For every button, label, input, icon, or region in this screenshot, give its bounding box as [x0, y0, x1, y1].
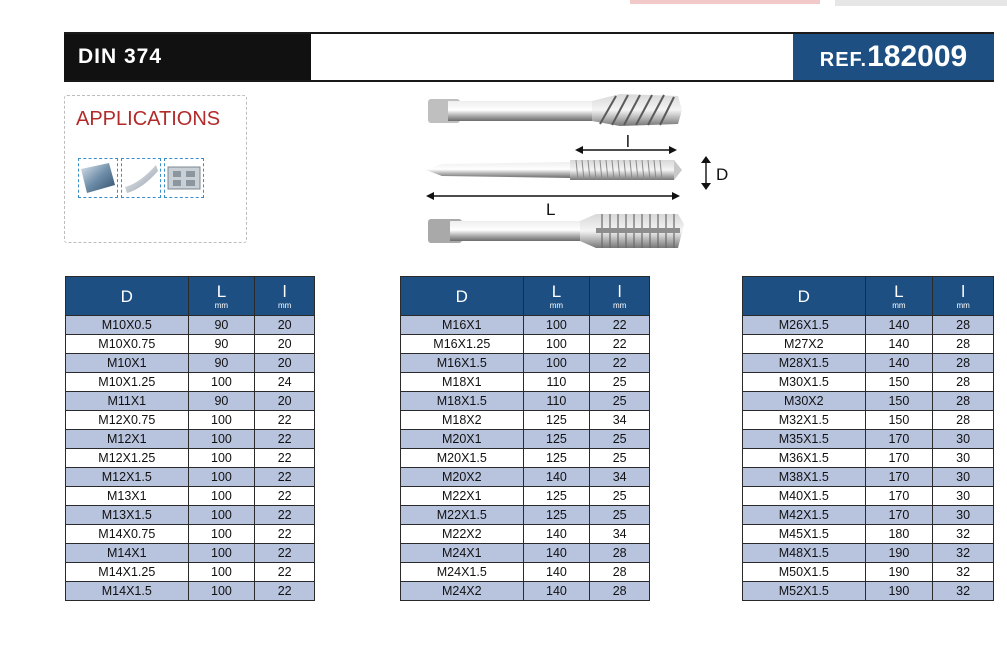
reference-number: 182009 — [867, 40, 968, 73]
cell-thread-size: M12X0.75 — [66, 411, 189, 430]
cell-thread-size: M24X2 — [401, 582, 524, 601]
straight-flute-tap — [428, 214, 684, 248]
table-row — [401, 582, 650, 601]
cell-thread-length: 30 — [933, 449, 994, 468]
table-row — [743, 563, 994, 582]
cell-thread-length: 20 — [255, 354, 315, 373]
cell-total-length: 90 — [188, 316, 255, 335]
cell-thread-length: 28 — [933, 316, 994, 335]
cell-total-length: 140 — [523, 582, 590, 601]
cell-thread-size: M18X1 — [401, 373, 524, 392]
cell-total-length: 100 — [188, 373, 255, 392]
cell-thread-length: 22 — [255, 430, 315, 449]
table-row — [401, 392, 650, 411]
applications-title: APPLICATIONS — [76, 108, 221, 130]
cell-thread-length: 25 — [590, 487, 650, 506]
table-row — [401, 525, 650, 544]
cell-thread-length: 22 — [255, 544, 315, 563]
table-row — [743, 373, 994, 392]
cell-thread-size: M38X1.5 — [743, 468, 866, 487]
cell-total-length: 150 — [865, 392, 933, 411]
cell-thread-length: 30 — [933, 506, 994, 525]
cell-thread-size: M16X1 — [401, 316, 524, 335]
cell-thread-length: 30 — [933, 487, 994, 506]
cell-total-length: 125 — [523, 506, 590, 525]
applications-panel — [64, 95, 247, 243]
cell-total-length: 100 — [188, 430, 255, 449]
column-header-L: L mm — [523, 277, 590, 316]
cell-thread-length: 20 — [255, 316, 315, 335]
cell-thread-size: M26X1.5 — [743, 316, 866, 335]
column-header-d: D — [66, 277, 189, 316]
cell-total-length: 100 — [188, 582, 255, 601]
cell-thread-length: 34 — [590, 411, 650, 430]
cell-total-length: 110 — [523, 392, 590, 411]
cell-thread-size: M22X1.5 — [401, 506, 524, 525]
table-row — [743, 506, 994, 525]
cell-total-length: 140 — [865, 335, 933, 354]
table-row — [66, 411, 315, 430]
cell-total-length: 190 — [865, 582, 933, 601]
table-row — [743, 411, 994, 430]
cell-total-length: 100 — [523, 316, 590, 335]
table-row — [743, 468, 994, 487]
cell-thread-size: M20X1.5 — [401, 449, 524, 468]
table-row — [743, 449, 994, 468]
cell-thread-length: 22 — [255, 468, 315, 487]
table-row — [401, 316, 650, 335]
table-row — [401, 354, 650, 373]
dimension-label-l: l — [626, 132, 630, 151]
cell-total-length: 170 — [865, 487, 933, 506]
table-row — [66, 316, 315, 335]
table-row — [401, 335, 650, 354]
cell-thread-size: M16X1.25 — [401, 335, 524, 354]
cell-thread-length: 25 — [590, 430, 650, 449]
reference-badge — [793, 34, 994, 80]
aluminium-profile-icon — [164, 158, 204, 198]
cell-total-length: 100 — [188, 563, 255, 582]
spec-table-3 — [742, 276, 994, 601]
table-row — [743, 316, 994, 335]
cell-thread-length: 22 — [590, 354, 650, 373]
cell-total-length: 100 — [188, 411, 255, 430]
cell-thread-size: M12X1.25 — [66, 449, 189, 468]
cell-thread-size: M13X1 — [66, 487, 189, 506]
table-header-row — [66, 277, 315, 316]
table-row — [401, 373, 650, 392]
cell-total-length: 140 — [523, 525, 590, 544]
cell-thread-size: M10X1.25 — [66, 373, 189, 392]
table-row — [401, 563, 650, 582]
cell-thread-length: 22 — [590, 335, 650, 354]
table-row — [401, 449, 650, 468]
column-header-d: D — [401, 277, 524, 316]
cell-total-length: 125 — [523, 487, 590, 506]
column-header-l: l mm — [590, 277, 650, 316]
cell-thread-length: 28 — [933, 392, 994, 411]
cell-total-length: 100 — [188, 506, 255, 525]
page-title: DIN 374 — [64, 34, 311, 80]
cell-thread-length: 30 — [933, 468, 994, 487]
cell-total-length: 125 — [523, 449, 590, 468]
cell-thread-length: 22 — [255, 582, 315, 601]
table-row — [743, 354, 994, 373]
header-rule-bottom — [64, 80, 994, 82]
cell-thread-length: 28 — [933, 354, 994, 373]
sheet-metal-icon — [121, 158, 161, 198]
cell-thread-length: 20 — [255, 335, 315, 354]
cell-thread-size: M20X2 — [401, 468, 524, 487]
table-row — [66, 392, 315, 411]
table-row — [401, 506, 650, 525]
table-header-row — [401, 277, 650, 316]
cell-thread-size: M14X1.5 — [66, 582, 189, 601]
table-row — [66, 506, 315, 525]
table-row — [401, 430, 650, 449]
cell-total-length: 140 — [523, 563, 590, 582]
cell-total-length: 170 — [865, 430, 933, 449]
top-decoration — [630, 0, 820, 4]
cell-thread-length: 22 — [255, 449, 315, 468]
table-row — [66, 468, 315, 487]
cell-thread-size: M22X2 — [401, 525, 524, 544]
cell-total-length: 100 — [188, 487, 255, 506]
cell-thread-length: 22 — [255, 563, 315, 582]
cell-total-length: 90 — [188, 392, 255, 411]
cell-total-length: 100 — [523, 354, 590, 373]
cell-thread-size: M24X1 — [401, 544, 524, 563]
cell-thread-length: 25 — [590, 449, 650, 468]
table-row — [66, 525, 315, 544]
cell-thread-length: 25 — [590, 392, 650, 411]
table-row — [66, 373, 315, 392]
cell-total-length: 110 — [523, 373, 590, 392]
cell-thread-size: M13X1.5 — [66, 506, 189, 525]
table-row — [743, 430, 994, 449]
cell-thread-size: M12X1 — [66, 430, 189, 449]
spec-table-2 — [400, 276, 650, 601]
cell-thread-length: 22 — [590, 316, 650, 335]
column-header-l: l mm — [255, 277, 315, 316]
cell-thread-length: 28 — [933, 411, 994, 430]
table-row — [743, 525, 994, 544]
cell-thread-length: 22 — [255, 411, 315, 430]
cell-thread-size: M12X1.5 — [66, 468, 189, 487]
table-header-row — [743, 277, 994, 316]
table-row — [66, 335, 315, 354]
cell-thread-size: M36X1.5 — [743, 449, 866, 468]
cell-thread-size: M14X1 — [66, 544, 189, 563]
cell-total-length: 180 — [865, 525, 933, 544]
cell-thread-size: M18X2 — [401, 411, 524, 430]
column-header-L: L mm — [188, 277, 255, 316]
cell-thread-size: M10X1 — [66, 354, 189, 373]
table-row — [66, 563, 315, 582]
table-row — [66, 544, 315, 563]
cell-thread-size: M14X0.75 — [66, 525, 189, 544]
cell-total-length: 140 — [865, 354, 933, 373]
table-row — [743, 487, 994, 506]
cell-total-length: 100 — [188, 544, 255, 563]
table-row — [401, 487, 650, 506]
spiral-tap — [428, 94, 682, 126]
cell-thread-size: M52X1.5 — [743, 582, 866, 601]
cell-total-length: 140 — [523, 468, 590, 487]
cell-thread-size: M14X1.25 — [66, 563, 189, 582]
cell-thread-length: 28 — [590, 563, 650, 582]
table-row — [401, 544, 650, 563]
cell-thread-size: M35X1.5 — [743, 430, 866, 449]
table-row — [743, 392, 994, 411]
table-row — [66, 354, 315, 373]
cell-thread-size: M20X1 — [401, 430, 524, 449]
table-row — [401, 468, 650, 487]
column-header-l: l mm — [933, 277, 994, 316]
cell-total-length: 170 — [865, 506, 933, 525]
cell-total-length: 100 — [188, 449, 255, 468]
cell-thread-length: 24 — [255, 373, 315, 392]
table-row — [66, 430, 315, 449]
cell-thread-size: M22X1 — [401, 487, 524, 506]
cell-thread-length: 22 — [255, 506, 315, 525]
column-header-d: D — [743, 277, 866, 316]
steel-plate-icon — [78, 158, 118, 198]
cell-thread-length: 34 — [590, 525, 650, 544]
cell-thread-size: M30X2 — [743, 392, 866, 411]
cell-total-length: 125 — [523, 411, 590, 430]
dimension-tap — [426, 132, 728, 219]
cell-total-length: 150 — [865, 411, 933, 430]
dimension-label-d: D — [716, 165, 729, 184]
spec-table-1 — [65, 276, 315, 601]
table-row — [743, 544, 994, 563]
cell-thread-length: 30 — [933, 430, 994, 449]
cell-total-length: 150 — [865, 373, 933, 392]
cell-total-length: 190 — [865, 544, 933, 563]
cell-thread-length: 32 — [933, 544, 994, 563]
table-row — [66, 449, 315, 468]
table-row — [66, 582, 315, 601]
cell-thread-size: M42X1.5 — [743, 506, 866, 525]
cell-total-length: 140 — [523, 544, 590, 563]
tap-drawing — [420, 92, 750, 250]
cell-total-length: 170 — [865, 449, 933, 468]
cell-total-length: 100 — [523, 335, 590, 354]
cell-thread-size: M48X1.5 — [743, 544, 866, 563]
cell-thread-length: 32 — [933, 563, 994, 582]
cell-total-length: 190 — [865, 563, 933, 582]
cell-thread-length: 22 — [255, 525, 315, 544]
cell-thread-length: 32 — [933, 582, 994, 601]
cell-total-length: 90 — [188, 354, 255, 373]
table-row — [66, 487, 315, 506]
cell-thread-length: 28 — [590, 544, 650, 563]
reference-prefix: REF. — [819, 49, 868, 71]
cell-thread-length: 32 — [933, 525, 994, 544]
cell-thread-size: M18X1.5 — [401, 392, 524, 411]
cell-thread-size: M16X1.5 — [401, 354, 524, 373]
cell-thread-length: 22 — [255, 487, 315, 506]
cell-thread-size: M45X1.5 — [743, 525, 866, 544]
top-decoration-grey — [835, 0, 1007, 6]
cell-thread-length: 28 — [933, 373, 994, 392]
cell-thread-length: 25 — [590, 506, 650, 525]
cell-thread-length: 34 — [590, 468, 650, 487]
column-header-L: L mm — [865, 277, 933, 316]
cell-total-length: 100 — [188, 468, 255, 487]
table-row — [743, 335, 994, 354]
cell-thread-size: M27X2 — [743, 335, 866, 354]
cell-total-length: 140 — [865, 316, 933, 335]
cell-thread-length: 28 — [590, 582, 650, 601]
cell-total-length: 90 — [188, 335, 255, 354]
cell-thread-size: M32X1.5 — [743, 411, 866, 430]
cell-total-length: 170 — [865, 468, 933, 487]
cell-thread-size: M30X1.5 — [743, 373, 866, 392]
cell-thread-size: M10X0.75 — [66, 335, 189, 354]
cell-thread-size: M11X1 — [66, 392, 189, 411]
table-row — [743, 582, 994, 601]
cell-thread-length: 25 — [590, 373, 650, 392]
cell-thread-size: M24X1.5 — [401, 563, 524, 582]
cell-thread-length: 20 — [255, 392, 315, 411]
cell-thread-length: 28 — [933, 335, 994, 354]
cell-thread-size: M10X0.5 — [66, 316, 189, 335]
cell-total-length: 100 — [188, 525, 255, 544]
cell-thread-size: M50X1.5 — [743, 563, 866, 582]
cell-total-length: 125 — [523, 430, 590, 449]
dimension-label-L: L — [546, 200, 556, 219]
cell-thread-size: M28X1.5 — [743, 354, 866, 373]
cell-thread-size: M40X1.5 — [743, 487, 866, 506]
table-row — [401, 411, 650, 430]
